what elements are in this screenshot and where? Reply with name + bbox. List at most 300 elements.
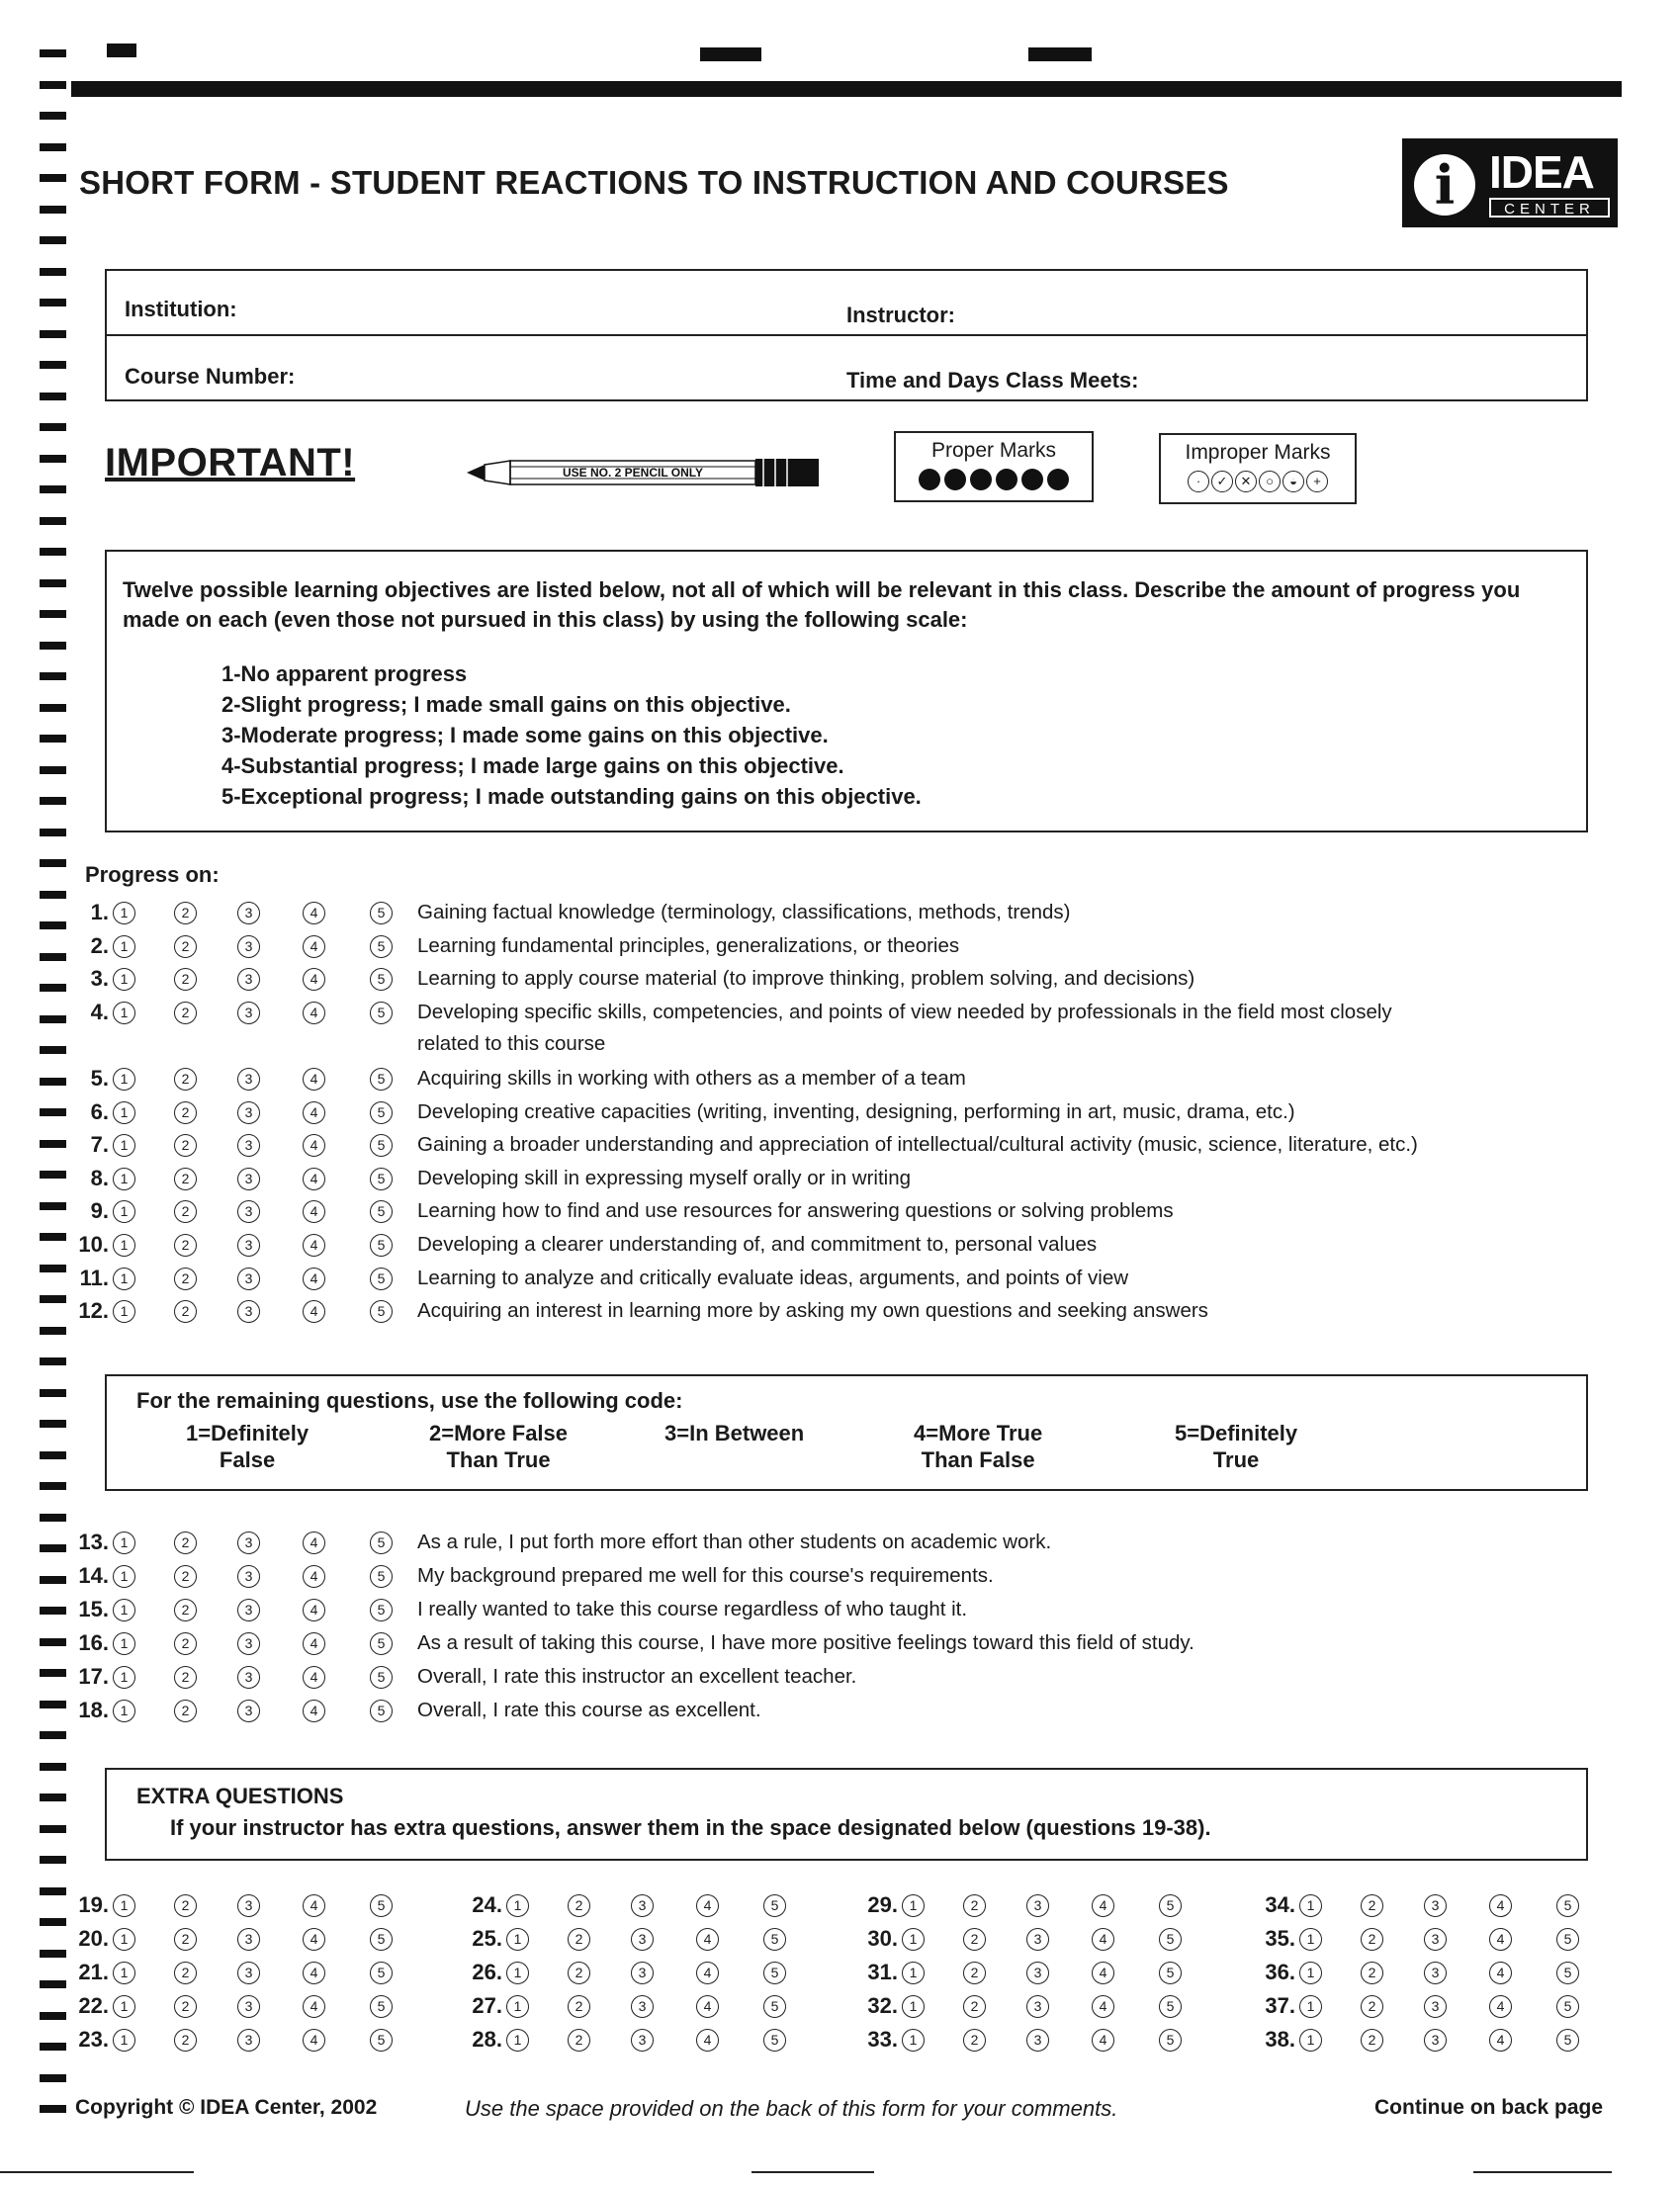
question-row	[63, 1230, 1636, 1260]
answer-bubble-3[interactable]: 3	[237, 1962, 260, 1984]
extra-subheading: If your instructor has extra questions, answer them in the space designated below (questions 19-38).	[170, 1815, 1211, 1840]
extra-question-row	[1250, 1890, 1572, 1920]
answer-bubble-2[interactable]: 2	[174, 1565, 197, 1588]
copyright: Copyright © IDEA Center, 2002	[75, 2096, 378, 2119]
answer-bubble-5[interactable]: 5	[763, 1894, 786, 1917]
answer-bubble-2[interactable]: 2	[174, 1234, 197, 1257]
answer-bubble-4[interactable]: 4	[303, 1300, 325, 1323]
extra-question-row	[852, 1890, 1175, 1920]
answer-bubble-3[interactable]: 3	[237, 1894, 260, 1917]
answer-bubble-2[interactable]: 2	[174, 1168, 197, 1190]
extra-questions-box	[105, 1768, 1588, 1861]
answer-bubble-4[interactable]: 4	[303, 902, 325, 924]
timing-mark	[40, 485, 66, 493]
question-text: Developing a clearer understanding of, and commitment to, personal values	[417, 1233, 1098, 1256]
answer-bubble-5[interactable]: 5	[370, 1134, 393, 1157]
question-text: Developing skill in expressing myself orally or in writing	[417, 1166, 912, 1189]
timing-mark	[40, 642, 66, 650]
answer-bubble-4[interactable]: 4	[303, 2029, 325, 2052]
answer-bubble-1[interactable]: 1	[113, 1068, 135, 1091]
question-text: Acquiring an interest in learning more by asking my own questions and seeking answers	[417, 1299, 1208, 1323]
answer-bubble-3[interactable]: 3	[1026, 1995, 1049, 2018]
progress-label: Progress on:	[85, 862, 220, 887]
answer-bubble-3[interactable]: 3	[237, 1599, 260, 1621]
answer-bubble-2[interactable]: 2	[174, 1995, 197, 2018]
answer-bubble-5[interactable]: 5	[370, 968, 393, 991]
answer-bubble-5[interactable]: 5	[370, 1268, 393, 1290]
answer-bubble-2[interactable]: 2	[568, 1995, 590, 2018]
timing-mark	[40, 921, 66, 929]
answer-bubble-5[interactable]: 5	[370, 1168, 393, 1190]
answer-bubble-2[interactable]: 2	[174, 1700, 197, 1722]
answer-bubble-5[interactable]: 5	[1556, 2029, 1579, 2052]
filled-bubble-icon	[996, 469, 1017, 490]
answer-bubble-1[interactable]: 1	[506, 1995, 529, 2018]
answer-bubble-5[interactable]: 5	[370, 1928, 393, 1951]
answer-bubble-3[interactable]: 3	[237, 1168, 260, 1190]
timing-mark	[40, 330, 66, 338]
answer-bubble-3[interactable]: 3	[1424, 1995, 1447, 2018]
filled-bubble-icon	[970, 469, 992, 490]
logo-main-text: IDEA	[1489, 146, 1594, 198]
question-row	[63, 1662, 1636, 1692]
answer-bubble-4[interactable]: 4	[1489, 1995, 1512, 2018]
question-number: 37.	[1265, 1993, 1295, 2018]
extra-question-row	[1250, 1924, 1572, 1954]
answer-bubble-1[interactable]: 1	[113, 1200, 135, 1223]
question-row	[63, 931, 1636, 961]
answer-bubble-1[interactable]: 1	[113, 1300, 135, 1323]
answer-bubble-3[interactable]: 3	[237, 968, 260, 991]
answer-bubble-2[interactable]: 2	[1361, 1928, 1383, 1951]
answer-bubble-4[interactable]: 4	[1092, 1894, 1114, 1917]
timing-mark	[40, 1046, 66, 1054]
answer-bubble-2[interactable]: 2	[174, 2029, 197, 2052]
extra-question-row	[63, 1958, 386, 1987]
answer-bubble-3[interactable]: 3	[237, 1928, 260, 1951]
answer-bubble-2[interactable]: 2	[568, 2029, 590, 2052]
scan-mark	[107, 44, 136, 57]
answer-bubble-3[interactable]: 3	[237, 1632, 260, 1655]
extra-question-row	[63, 1924, 386, 1954]
answer-bubble-5[interactable]: 5	[370, 1599, 393, 1621]
answer-bubble-4[interactable]: 4	[303, 935, 325, 958]
timing-mark	[40, 1638, 66, 1646]
answer-bubble-3[interactable]: 3	[1026, 1928, 1049, 1951]
answer-bubble-1[interactable]: 1	[113, 1700, 135, 1722]
answer-bubble-4[interactable]: 4	[303, 1928, 325, 1951]
answer-bubble-4[interactable]: 4	[696, 1962, 719, 1984]
timing-mark	[40, 1669, 66, 1677]
question-number: 5.	[90, 1066, 109, 1091]
answer-bubble-3[interactable]: 3	[237, 1134, 260, 1157]
answer-bubble-4[interactable]: 4	[1092, 2029, 1114, 2052]
answer-bubble-3[interactable]: 3	[237, 902, 260, 924]
answer-bubble-1[interactable]: 1	[902, 2029, 925, 2052]
answer-bubble-1[interactable]: 1	[113, 902, 135, 924]
answer-bubble-2[interactable]: 2	[1361, 1962, 1383, 1984]
question-number: 3.	[90, 966, 109, 992]
timing-mark	[40, 361, 66, 369]
bottom-rule	[0, 2171, 194, 2173]
question-text: Developing creative capacities (writing, inventing, designing, performing in art, music, drama, etc.)	[417, 1099, 1295, 1123]
answer-bubble-2[interactable]: 2	[174, 1928, 197, 1951]
answer-bubble-1[interactable]: 1	[1299, 1894, 1322, 1917]
timing-mark	[40, 1918, 66, 1926]
answer-bubble-4[interactable]: 4	[303, 1565, 325, 1588]
answer-bubble-3[interactable]: 3	[1424, 1894, 1447, 1917]
answer-bubble-4[interactable]: 4	[303, 1200, 325, 1223]
timing-mark	[40, 268, 66, 276]
answer-bubble-2[interactable]: 2	[963, 1995, 986, 2018]
answer-bubble-5[interactable]: 5	[370, 1666, 393, 1689]
answer-bubble-2[interactable]: 2	[174, 1962, 197, 1984]
question-text: Overall, I rate this instructor an excellent teacher.	[417, 1665, 857, 1688]
question-row	[63, 1595, 1636, 1624]
answer-bubble-2[interactable]: 2	[1361, 1894, 1383, 1917]
answer-bubble-3[interactable]: 3	[237, 1700, 260, 1722]
answer-bubble-3[interactable]: 3	[1424, 1928, 1447, 1951]
answer-bubble-5[interactable]: 5	[763, 1962, 786, 1984]
filled-bubble-icon	[1047, 469, 1069, 490]
answer-bubble-2[interactable]: 2	[174, 902, 197, 924]
extra-question-row	[63, 1991, 386, 2021]
timing-mark	[40, 112, 66, 120]
answer-bubble-5[interactable]: 5	[1556, 1894, 1579, 1917]
question-text: Overall, I rate this course as excellent.	[417, 1699, 761, 1721]
timing-mark	[40, 1327, 66, 1335]
improper-mark-icon: ○	[1259, 471, 1281, 492]
answer-bubble-2[interactable]: 2	[174, 1666, 197, 1689]
answer-bubble-1[interactable]: 1	[113, 1995, 135, 2018]
answer-bubble-2[interactable]: 2	[174, 1632, 197, 1655]
code-item: 4=More True Than False	[914, 1421, 1043, 1472]
extra-question-row	[63, 2025, 386, 2055]
extra-heading: EXTRA QUESTIONS	[136, 1784, 344, 1808]
answer-bubble-1[interactable]: 1	[902, 1894, 925, 1917]
answer-bubble-5[interactable]: 5	[1159, 1995, 1182, 2018]
answer-bubble-5[interactable]: 5	[370, 1101, 393, 1124]
answer-bubble-4[interactable]: 4	[303, 1632, 325, 1655]
answer-bubble-1[interactable]: 1	[113, 1599, 135, 1621]
answer-bubble-2[interactable]: 2	[174, 1002, 197, 1024]
timing-mark	[40, 2012, 66, 2020]
code-item: 1=Definitely False	[186, 1421, 309, 1472]
instructions-text: Twelve possible learning objectives are listed below, not all of which will be relevant in this class. Describe the amount of progress you made on each (even those not pursued in this class) by using the following scale:	[123, 577, 1521, 632]
answer-bubble-1[interactable]: 1	[113, 1632, 135, 1655]
proper-marks-label: Proper Marks	[930, 439, 1057, 462]
question-row	[63, 1561, 1636, 1591]
answer-bubble-1[interactable]: 1	[902, 1928, 925, 1951]
answer-bubble-5[interactable]: 5	[370, 1700, 393, 1722]
question-number: 10.	[78, 1232, 109, 1257]
bottom-rule	[1473, 2171, 1612, 2173]
answer-bubble-3[interactable]: 3	[631, 1995, 654, 2018]
timing-mark	[40, 1856, 66, 1864]
answer-bubble-3[interactable]: 3	[631, 1928, 654, 1951]
answer-bubble-1[interactable]: 1	[113, 2029, 135, 2052]
answer-bubble-5[interactable]: 5	[370, 2029, 393, 2052]
timing-mark	[40, 1763, 66, 1771]
answer-bubble-5[interactable]: 5	[1159, 1928, 1182, 1951]
answer-bubble-5[interactable]: 5	[1159, 1894, 1182, 1917]
answer-bubble-2[interactable]: 2	[174, 935, 197, 958]
question-row	[63, 1528, 1636, 1557]
answer-bubble-3[interactable]: 3	[237, 1532, 260, 1554]
answer-bubble-2[interactable]: 2	[174, 1200, 197, 1223]
answer-bubble-3[interactable]: 3	[631, 2029, 654, 2052]
question-number: 21.	[78, 1960, 109, 1984]
answer-bubble-5[interactable]: 5	[370, 1962, 393, 1984]
answer-bubble-2[interactable]: 2	[174, 1532, 197, 1554]
answer-bubble-5[interactable]: 5	[1556, 1995, 1579, 2018]
answer-bubble-2[interactable]: 2	[1361, 2029, 1383, 2052]
answer-bubble-3[interactable]: 3	[237, 1002, 260, 1024]
answer-bubble-4[interactable]: 4	[696, 1928, 719, 1951]
answer-bubble-4[interactable]: 4	[303, 1962, 325, 1984]
answer-bubble-4[interactable]: 4	[303, 1268, 325, 1290]
answer-bubble-4[interactable]: 4	[1489, 1928, 1512, 1951]
answer-bubble-4[interactable]: 4	[303, 1894, 325, 1917]
answer-bubble-2[interactable]: 2	[174, 1894, 197, 1917]
answer-bubble-2[interactable]: 2	[174, 1101, 197, 1124]
answer-bubble-4[interactable]: 4	[303, 1532, 325, 1554]
answer-bubble-5[interactable]: 5	[1159, 1962, 1182, 1984]
scale-item: 4-Substantial progress; I made large gains on this objective.	[221, 753, 844, 778]
answer-bubble-2[interactable]: 2	[963, 1962, 986, 1984]
answer-bubble-3[interactable]: 3	[237, 1068, 260, 1091]
answer-bubble-4[interactable]: 4	[303, 1666, 325, 1689]
answer-bubble-1[interactable]: 1	[1299, 1962, 1322, 1984]
answer-bubble-5[interactable]: 5	[1556, 1928, 1579, 1951]
answer-bubble-5[interactable]: 5	[1556, 1962, 1579, 1984]
timing-mark	[40, 1202, 66, 1210]
question-text: Learning how to find and use resources for answering questions or solving problems	[417, 1199, 1174, 1223]
answer-bubble-2[interactable]: 2	[963, 1928, 986, 1951]
timing-mark	[40, 704, 66, 712]
answer-bubble-4[interactable]: 4	[696, 2029, 719, 2052]
extra-question-row	[852, 1924, 1175, 1954]
timing-mark	[40, 1420, 66, 1428]
improper-mark-icon: +	[1306, 471, 1328, 492]
answer-bubble-2[interactable]: 2	[568, 1894, 590, 1917]
answer-bubble-1[interactable]: 1	[113, 1268, 135, 1290]
question-number: 16.	[78, 1630, 109, 1655]
instructor-field[interactable]: Instructor:	[846, 303, 955, 327]
timing-mark	[40, 1701, 66, 1708]
answer-bubble-3[interactable]: 3	[237, 935, 260, 958]
answer-bubble-3[interactable]: 3	[1026, 1962, 1049, 1984]
answer-bubble-2[interactable]: 2	[568, 1962, 590, 1984]
answer-bubble-5[interactable]: 5	[763, 1995, 786, 2018]
answer-bubble-3[interactable]: 3	[237, 1234, 260, 1257]
answer-bubble-2[interactable]: 2	[174, 1268, 197, 1290]
time-days-field[interactable]: Time and Days Class Meets:	[846, 368, 1139, 393]
question-number: 9.	[90, 1198, 109, 1224]
answer-bubble-4[interactable]: 4	[303, 1068, 325, 1091]
question-number: 12.	[78, 1298, 109, 1324]
answer-bubble-5[interactable]: 5	[370, 935, 393, 958]
answer-bubble-1[interactable]: 1	[1299, 1995, 1322, 2018]
answer-bubble-4[interactable]: 4	[303, 1234, 325, 1257]
answer-bubble-3[interactable]: 3	[237, 1995, 260, 2018]
answer-bubble-5[interactable]: 5	[763, 1928, 786, 1951]
answer-bubble-3[interactable]: 3	[237, 2029, 260, 2052]
answer-bubble-3[interactable]: 3	[1424, 2029, 1447, 2052]
answer-bubble-4[interactable]: 4	[1489, 1894, 1512, 1917]
question-number: 36.	[1265, 1960, 1295, 1984]
answer-bubble-4[interactable]: 4	[1092, 1995, 1114, 2018]
timing-mark	[40, 1825, 66, 1833]
extra-question-row	[457, 1958, 779, 1987]
answer-bubble-4[interactable]: 4	[303, 1168, 325, 1190]
question-row	[63, 1064, 1636, 1094]
question-text: As a result of taking this course, I have more positive feelings toward this field of study.	[417, 1631, 1194, 1654]
answer-bubble-1[interactable]: 1	[113, 1565, 135, 1588]
code-heading: For the remaining questions, use the following code:	[136, 1388, 683, 1413]
course-number-field[interactable]: Course Number:	[125, 364, 296, 389]
answer-bubble-5[interactable]: 5	[370, 1632, 393, 1655]
answer-bubble-5[interactable]: 5	[370, 1995, 393, 2018]
answer-bubble-2[interactable]: 2	[174, 1068, 197, 1091]
question-row	[63, 1264, 1636, 1293]
answer-bubble-5[interactable]: 5	[370, 1565, 393, 1588]
answer-bubble-4[interactable]: 4	[1092, 1962, 1114, 1984]
answer-bubble-1[interactable]: 1	[1299, 2029, 1322, 2052]
answer-bubble-5[interactable]: 5	[370, 1532, 393, 1554]
institution-field[interactable]: Institution:	[125, 297, 237, 321]
bottom-rule	[752, 2171, 874, 2173]
timing-mark	[40, 672, 66, 680]
answer-bubble-1[interactable]: 1	[113, 1666, 135, 1689]
answer-bubble-4[interactable]: 4	[1092, 1928, 1114, 1951]
answer-bubble-3[interactable]: 3	[237, 1565, 260, 1588]
answer-bubble-5[interactable]: 5	[370, 1300, 393, 1323]
answer-bubble-1[interactable]: 1	[113, 1532, 135, 1554]
answer-bubble-1[interactable]: 1	[113, 1894, 135, 1917]
answer-bubble-4[interactable]: 4	[303, 968, 325, 991]
answer-bubble-2[interactable]: 2	[568, 1928, 590, 1951]
timing-mark	[40, 1357, 66, 1365]
answer-bubble-5[interactable]: 5	[1159, 2029, 1182, 2052]
answer-bubble-1[interactable]: 1	[506, 2029, 529, 2052]
timing-mark	[40, 953, 66, 961]
answer-bubble-5[interactable]: 5	[370, 902, 393, 924]
answer-bubble-1[interactable]: 1	[113, 1928, 135, 1951]
answer-bubble-1[interactable]: 1	[113, 935, 135, 958]
answer-bubble-5[interactable]: 5	[370, 1234, 393, 1257]
answer-bubble-1[interactable]: 1	[1299, 1928, 1322, 1951]
answer-bubble-1[interactable]: 1	[113, 968, 135, 991]
question-row	[63, 1696, 1636, 1725]
answer-bubble-3[interactable]: 3	[237, 1200, 260, 1223]
answer-bubble-2[interactable]: 2	[174, 1599, 197, 1621]
timing-mark	[40, 797, 66, 805]
timing-mark	[40, 766, 66, 774]
info-i-icon: i	[1414, 154, 1475, 216]
answer-bubble-5[interactable]: 5	[763, 2029, 786, 2052]
question-number: 32.	[867, 1993, 898, 2018]
timing-mark	[40, 1108, 66, 1116]
answer-bubble-3[interactable]: 3	[1424, 1962, 1447, 1984]
answer-bubble-1[interactable]: 1	[113, 1134, 135, 1157]
answer-bubble-2[interactable]: 2	[174, 1134, 197, 1157]
answer-bubble-1[interactable]: 1	[902, 1962, 925, 1984]
question-number: 2.	[90, 932, 109, 958]
answer-bubble-2[interactable]: 2	[963, 2029, 986, 2052]
timing-mark	[40, 1265, 66, 1272]
answer-bubble-4[interactable]: 4	[696, 1894, 719, 1917]
timing-mark	[40, 393, 66, 400]
answer-bubble-3[interactable]: 3	[237, 1268, 260, 1290]
answer-bubble-3[interactable]: 3	[1026, 2029, 1049, 2052]
timing-mark	[40, 829, 66, 836]
answer-bubble-3[interactable]: 3	[1026, 1894, 1049, 1917]
answer-bubble-3[interactable]: 3	[237, 1101, 260, 1124]
answer-bubble-4[interactable]: 4	[303, 1700, 325, 1722]
answer-bubble-4[interactable]: 4	[696, 1995, 719, 2018]
answer-bubble-4[interactable]: 4	[1489, 1962, 1512, 1984]
answer-bubble-4[interactable]: 4	[303, 1101, 325, 1124]
extra-question-row	[457, 1890, 779, 1920]
question-number: 19.	[78, 1892, 109, 1917]
answer-bubble-1[interactable]: 1	[902, 1995, 925, 2018]
question-number: 20.	[78, 1926, 109, 1951]
question-number: 30.	[867, 1926, 898, 1951]
answer-bubble-2[interactable]: 2	[174, 968, 197, 991]
answer-bubble-4[interactable]: 4	[303, 1002, 325, 1024]
answer-bubble-4[interactable]: 4	[303, 1599, 325, 1621]
answer-bubble-1[interactable]: 1	[113, 1168, 135, 1190]
answer-bubble-3[interactable]: 3	[631, 1962, 654, 1984]
answer-bubble-3[interactable]: 3	[631, 1894, 654, 1917]
answer-bubble-2[interactable]: 2	[963, 1894, 986, 1917]
timing-mark	[40, 206, 66, 214]
question-number: 27.	[472, 1993, 502, 2018]
answer-bubble-1[interactable]: 1	[113, 1101, 135, 1124]
question-row	[63, 1628, 1636, 1658]
answer-bubble-1[interactable]: 1	[113, 1234, 135, 1257]
answer-bubble-4[interactable]: 4	[303, 1995, 325, 2018]
extra-question-row	[1250, 2025, 1572, 2055]
question-text-continued: related to this course	[417, 1031, 606, 1055]
answer-bubble-4[interactable]: 4	[303, 1134, 325, 1157]
timing-mark	[40, 1950, 66, 1958]
answer-bubble-5[interactable]: 5	[370, 1002, 393, 1024]
improper-mark-icon: ✓	[1211, 471, 1233, 492]
pencil-icon	[467, 453, 827, 492]
answer-bubble-3[interactable]: 3	[237, 1300, 260, 1323]
answer-bubble-1[interactable]: 1	[506, 1928, 529, 1951]
answer-bubble-5[interactable]: 5	[370, 1894, 393, 1917]
important-heading: IMPORTANT!	[105, 441, 356, 484]
proper-marks-examples	[896, 463, 1092, 495]
answer-bubble-5[interactable]: 5	[370, 1068, 393, 1091]
question-number: 26.	[472, 1960, 502, 1984]
answer-bubble-1[interactable]: 1	[113, 1002, 135, 1024]
answer-bubble-2[interactable]: 2	[174, 1300, 197, 1323]
pencil-text: USE NO. 2 PENCIL ONLY	[562, 466, 704, 480]
answer-bubble-2[interactable]: 2	[1361, 1995, 1383, 2018]
answer-bubble-3[interactable]: 3	[237, 1666, 260, 1689]
answer-bubble-5[interactable]: 5	[370, 1200, 393, 1223]
timing-mark	[40, 1544, 66, 1552]
answer-bubble-1[interactable]: 1	[506, 1894, 529, 1917]
answer-bubble-1[interactable]: 1	[113, 1962, 135, 1984]
answer-bubble-4[interactable]: 4	[1489, 2029, 1512, 2052]
code-item: 2=More False Than True	[429, 1421, 569, 1472]
answer-bubble-1[interactable]: 1	[506, 1962, 529, 1984]
